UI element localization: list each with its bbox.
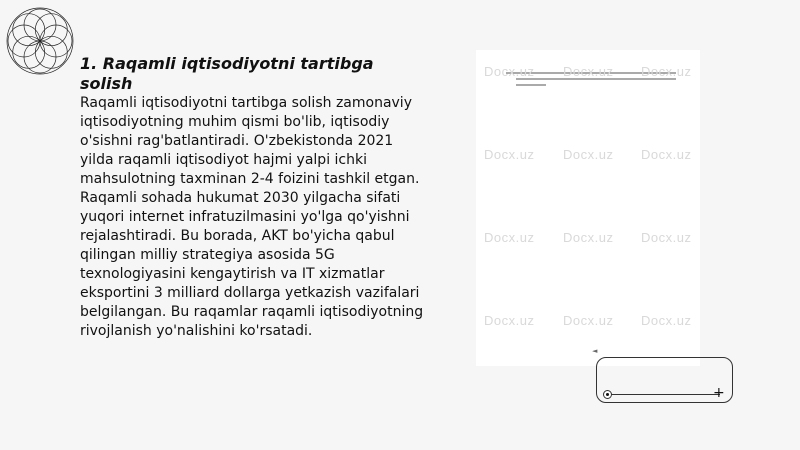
watermark: Docx.uz [641,230,692,245]
watermark: Docx.uz [484,230,535,245]
small-marker-icon: ◄ [592,347,598,355]
plus-icon[interactable]: + [713,385,725,401]
slide-body-text: Raqamli iqtisodiyotni tartibga solish zamonaviy iqtisodiyotning muhim qismi bo'lib, iqtisodiy o'sishni rag'batlantiradi. O'zbekistonda 2021 yilda raqamli iqtisodiyot hajmi yalpi ichki mahsulotning taxminan 2-4 foizini tashkil etgan. Raqamli sohada hukumat 2030 yilgacha sifati yuqori internet infratuzilmasini yo'lga qo'yishni rejalashtiradi. Bu borada, AKT bo'yicha qabul qilingan milliy strategiya asosida 5G texnologiyasini kengaytirish va IT xizmatlar eksportini 3 milliard dollarga yetkazish vazifalari belgilangan. Bu raqamlar raqamli iqtisodiyotning rivojlanish yo'nalishini ko'rsatadi. [80,95,424,339]
watermark: Docx.uz [641,313,692,328]
watermark: Docx.uz [484,313,535,328]
watermark: Docx.uz [563,64,614,79]
watermark: Docx.uz [484,64,535,79]
embedded-document-image [476,50,700,366]
slide-title: 1. Raqamli iqtisodiyotni tartibga solish [80,54,374,93]
watermark: Docx.uz [641,64,692,79]
watermark: Docx.uz [563,147,614,162]
slider-handle[interactable] [603,390,612,399]
slider-track[interactable] [607,394,720,395]
watermark: Docx.uz [484,147,535,162]
watermark: Docx.uz [641,147,692,162]
watermark: Docx.uz [563,230,614,245]
spirograph-ornament-icon [4,5,76,77]
watermark: Docx.uz [563,313,614,328]
